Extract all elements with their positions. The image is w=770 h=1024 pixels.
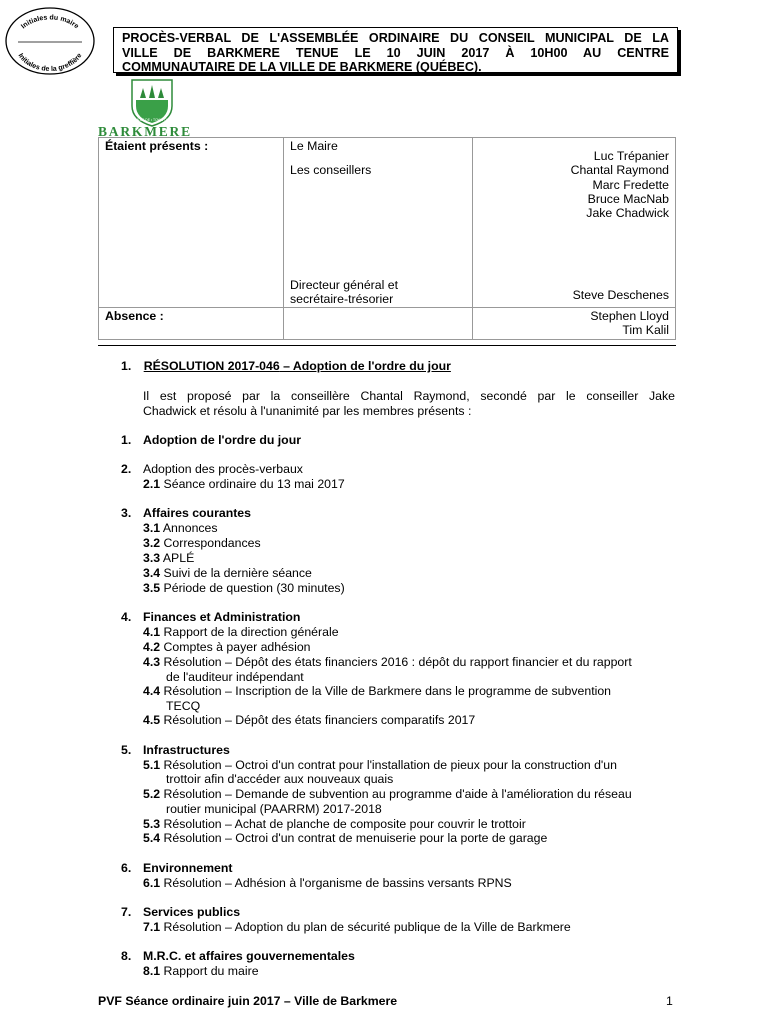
section-divider — [98, 345, 676, 346]
agenda-num: 7. — [121, 905, 132, 919]
agenda-item: 3.5 Période de question (30 minutes) — [143, 581, 345, 595]
agenda-item: 5.3 Résolution – Achat de planche de composite pour couvrir le trottoir — [143, 817, 526, 831]
dg-name: Steve Deschenes — [572, 288, 669, 303]
councillor-name: Marc Fredette — [592, 177, 669, 192]
absent-name: Stephen Lloyd — [590, 309, 669, 324]
agenda-section-title: Environnement — [143, 861, 233, 875]
councillor-name: Jake Chadwick — [586, 206, 669, 221]
councillor-name: Chantal Raymond — [570, 163, 669, 178]
logo-small-text: VILLE DE • TOWN OF — [135, 118, 169, 122]
agenda-section-title: Adoption des procès-verbaux — [143, 462, 303, 476]
barkmere-logo — [96, 78, 214, 138]
stamp-top-text: Initiales du maire — [20, 14, 80, 31]
agenda-item: 4.4 Résolution – Inscription de la Ville de Barkmere dans le programme de subvention — [143, 684, 612, 698]
names-cell — [473, 138, 676, 308]
agenda-item: 4.2 Comptes à payer adhésion — [143, 640, 311, 654]
resolution-title: – Adoption de l'ordre du jour — [279, 359, 451, 373]
present-label: Étaient présents : — [99, 138, 284, 308]
title-line-3: COMMUNAUTAIRE DE LA VILLE DE BARKMERE (QUÉBEC). — [122, 60, 482, 74]
absence-label: Absence : — [99, 308, 284, 340]
resolution-heading — [121, 359, 451, 374]
agenda-item: 5.1 Résolution – Octroi d'un contrat pour l'installation de pieux pour la construction d'un — [143, 758, 617, 772]
title-line-1: PROCÈS-VERBAL DE L'ASSEMBLÉE ORDINAIRE DU CONSEIL MUNICIPAL DE LA — [122, 31, 669, 45]
resolution-number: 1. — [121, 359, 132, 373]
agenda-num: 5. — [121, 743, 132, 757]
agenda-item-continued: trottoir afin d'accéder aux nouveaux quais — [166, 772, 394, 786]
agenda-item: 7.1 Résolution – Adoption du plan de sécurité publique de la Ville de Barkmere — [143, 920, 571, 934]
absent-name: Tim Kalil — [622, 323, 669, 338]
agenda-item: 8.1 Rapport du maire — [143, 964, 259, 978]
document-title — [113, 27, 678, 73]
stamp-bottom-text: Initiales de la greffière — [16, 52, 84, 74]
logo-wordmark: BARKMERE — [98, 124, 192, 138]
resolution-id: RÉSOLUTION 2017-046 — [143, 359, 280, 373]
svg-text:Initiales du maire — [20, 14, 80, 30]
page-footer: PVF Séance ordinaire juin 2017 – Ville de Barkmere — [98, 994, 398, 1008]
initials-stamp — [4, 6, 96, 76]
attendance-table — [98, 137, 676, 340]
agenda-section-title: Adoption de l'ordre du jour — [143, 433, 301, 447]
svg-text:Initiales de la greffière — [17, 52, 84, 73]
agenda-item: 3.2 Correspondances — [143, 536, 261, 550]
mayor-name: Luc Trépanier — [593, 149, 669, 163]
agenda-item: 4.5 Résolution – Dépôt des états financiers comparatifs 2017 — [143, 713, 476, 727]
agenda-item-continued: TECQ — [166, 699, 201, 713]
councillor-name: Bruce MacNab — [587, 191, 669, 206]
roles-cell — [284, 138, 473, 308]
agenda-num: 4. — [121, 610, 132, 624]
agenda-section-title: Affaires courantes — [143, 506, 251, 520]
agenda-section-title: Finances et Administration — [143, 610, 301, 624]
mayor-role: Le Maire — [290, 139, 338, 153]
agenda-num: 2. — [121, 462, 132, 476]
agenda-item-continued: routier municipal (PAARRM) 2017-2018 — [166, 802, 382, 816]
agenda-item-continued: de l'auditeur indépendant — [166, 670, 304, 684]
agenda-num: 8. — [121, 949, 132, 963]
agenda-item: 2.1 Séance ordinaire du 13 mai 2017 — [143, 477, 345, 491]
agenda-item: 3.3 APLÉ — [143, 551, 195, 565]
agenda-item: 3.4 Suivi de la dernière séance — [143, 566, 312, 580]
agenda-section-title: Infrastructures — [143, 743, 230, 757]
agenda-item: 6.1 Résolution – Adhésion à l'organisme de bassins versants RPNS — [143, 876, 512, 890]
agenda-num: 6. — [121, 861, 132, 875]
absent-names-cell — [473, 308, 676, 340]
agenda-item: 5.4 Résolution – Octroi d'un contrat de menuiserie pour la porte de garage — [143, 831, 548, 845]
page-number: 1 — [666, 994, 673, 1008]
agenda-item: 4.1 Rapport de la direction générale — [143, 625, 339, 639]
agenda-num: 1. — [121, 433, 132, 447]
agenda-section-title: Services publics — [143, 905, 241, 919]
resolution-para-line-1: Il est proposé par la conseillère Chantal Raymond, secondé par le conseiller Jake — [143, 389, 675, 403]
agenda-section-title: M.R.C. et affaires gouvernementales — [143, 949, 355, 963]
dg-role-line-1: Directeur général et — [290, 277, 398, 292]
agenda-num: 3. — [121, 506, 132, 520]
agenda-item: 3.1 Annonces — [143, 521, 218, 535]
councillors-role: Les conseillers — [290, 163, 372, 178]
resolution-para-line-2: Chadwick et résolu à l'unanimité par les membres présents : — [143, 404, 472, 418]
agenda-item: 5.2 Résolution – Demande de subvention au programme d'aide à l'amélioration du réseau — [143, 787, 632, 801]
title-line-2: VILLE DE BARKMERE TENUE LE 10 JUIN 2017 À 10H00 AU CENTRE — [122, 45, 669, 60]
dg-role-line-2: secrétaire-trésorier — [290, 291, 394, 306]
absence-role-cell — [284, 308, 473, 340]
agenda-item: 4.3 Résolution – Dépôt des états financiers 2016 : dépôt du rapport financier et du rapport — [143, 655, 632, 669]
